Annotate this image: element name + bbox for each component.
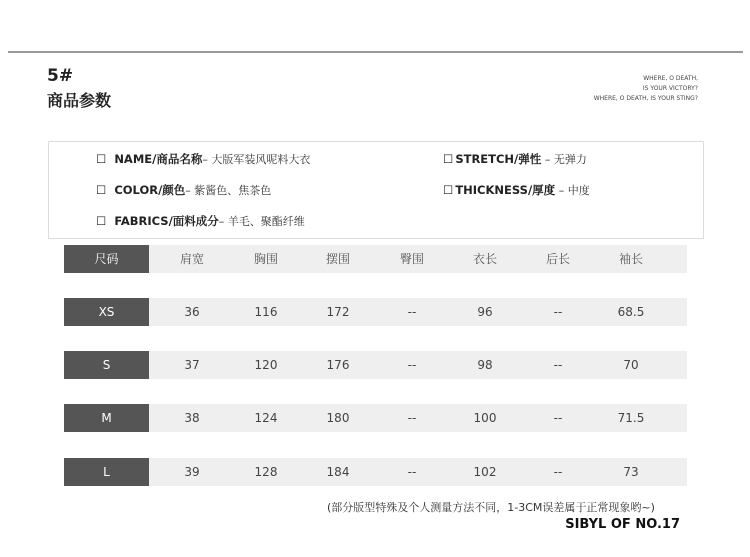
size-label: L (64, 458, 149, 486)
table-cell: -- (407, 465, 417, 479)
table-row (64, 351, 687, 379)
table-cell: 172 (326, 305, 350, 319)
checkbox-icon: ☐ (96, 214, 107, 228)
table-cell: -- (553, 465, 563, 479)
table-cell: 102 (473, 465, 497, 479)
poem-text (594, 74, 698, 104)
table-cell: 71.5 (617, 411, 645, 425)
table-cell: 70 (623, 358, 639, 372)
attribute-name (96, 151, 310, 167)
header-cell: 衣长 (472, 252, 497, 266)
product-attributes-box (48, 141, 704, 239)
table-cell: -- (553, 305, 563, 319)
table-cell: -- (553, 411, 563, 425)
table-cell: -- (407, 411, 417, 425)
table-cell: 73 (623, 465, 639, 479)
table-cell: 36 (184, 305, 200, 319)
checkbox-icon: ☐ (443, 183, 454, 197)
size-label: XS (64, 298, 149, 326)
header-cell-size: 尺码 (64, 245, 149, 273)
section-title: 商品参数 (47, 91, 112, 110)
header-cell: 摆围 (325, 252, 350, 266)
measurement-footnote: (部分版型特殊及个人测量方法不同，1-3CM误差属于正常现象哟~) (327, 501, 655, 514)
table-cell: -- (407, 305, 417, 319)
table-cell: 39 (184, 465, 200, 479)
brand-name: SIBYL OF NO.17 (565, 517, 680, 532)
size-table-header (64, 245, 687, 273)
table-cell: 38 (184, 411, 200, 425)
attribute-value: – 无弹力 (544, 153, 587, 166)
table-cell: -- (407, 358, 417, 372)
attribute-key: NAME/商品名称 (114, 152, 203, 166)
table-cell: 96 (477, 305, 493, 319)
size-label: S (64, 351, 149, 379)
attribute-color (96, 182, 271, 198)
table-cell: 120 (254, 358, 278, 372)
attribute-key: FABRICS/面料成分 (114, 214, 219, 228)
table-cell: 176 (326, 358, 350, 372)
attribute-fabrics (96, 213, 305, 229)
table-cell: 68.5 (617, 305, 645, 319)
table-cell: 37 (184, 358, 200, 372)
size-label: M (64, 404, 149, 432)
section-number: 5# (47, 66, 74, 86)
table-cell: 128 (254, 465, 278, 479)
checkbox-icon: ☐ (443, 152, 454, 166)
attribute-stretch (443, 151, 587, 167)
table-cell: 124 (254, 411, 278, 425)
header-cell: 袖长 (618, 252, 643, 266)
header-cell: 胸围 (253, 252, 278, 266)
attribute-value: – 羊毛、聚酯纤维 (218, 215, 305, 228)
attribute-key: COLOR/颜色 (114, 183, 186, 197)
table-cell: 100 (473, 411, 497, 425)
header-cell: 后长 (545, 252, 570, 266)
attribute-thickness (443, 182, 590, 198)
poem-line: WHERE, O DEATH, (643, 75, 698, 82)
attribute-key: THICKNESS/厚度 (455, 183, 556, 197)
checkbox-icon: ☐ (96, 152, 107, 166)
attribute-value: – 大版军装风呢料大衣 (202, 153, 311, 166)
table-cell: 98 (477, 358, 493, 372)
attribute-key: STRETCH/弹性 (455, 152, 542, 166)
table-row (64, 404, 687, 432)
table-cell: 184 (326, 465, 350, 479)
poem-line: IS YOUR VICTORY? (642, 85, 698, 92)
attribute-value: – 紫酱色、焦茶色 (185, 184, 272, 197)
attribute-value: – 中度 (558, 184, 590, 197)
header-cell: 肩宽 (179, 252, 204, 266)
table-cell: 116 (254, 305, 278, 319)
table-row (64, 298, 687, 326)
header-cell: 臀围 (399, 252, 424, 266)
table-cell: 180 (326, 411, 350, 425)
top-divider (8, 51, 743, 53)
checkbox-icon: ☐ (96, 183, 107, 197)
table-row (64, 458, 687, 486)
table-cell: -- (553, 358, 563, 372)
poem-line: WHERE, O DEATH, IS YOUR STING? (593, 95, 698, 102)
